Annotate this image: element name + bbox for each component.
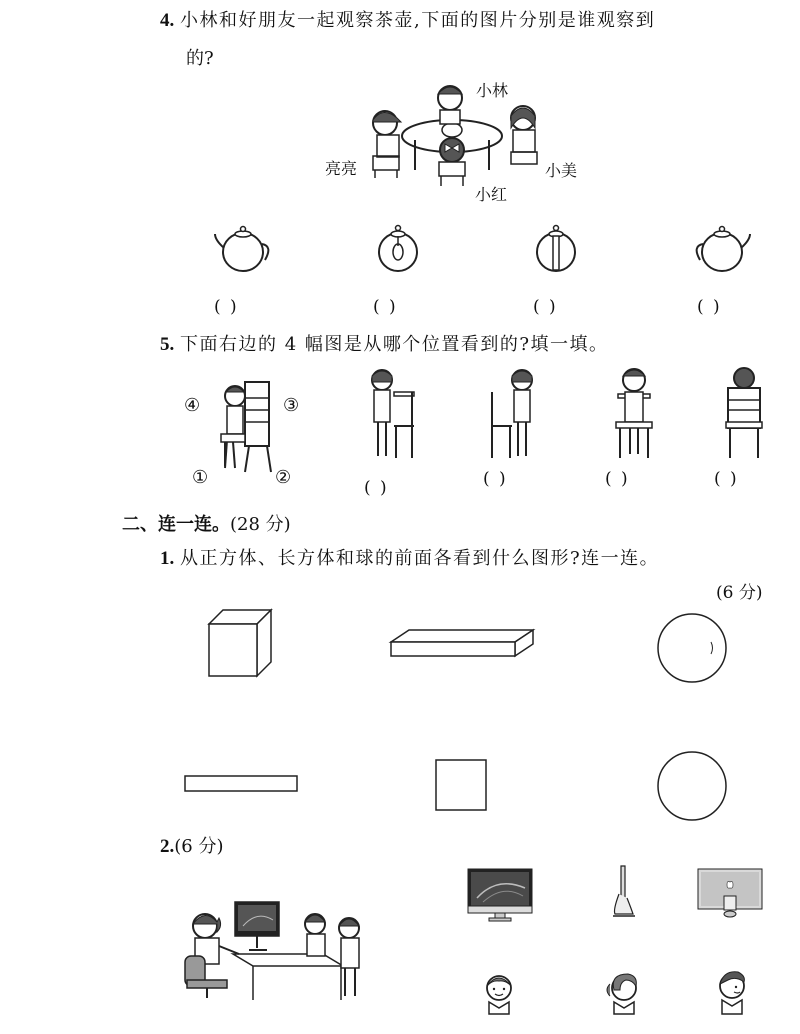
q5-blank-4[interactable]: ( ) [714, 469, 739, 489]
child-side-head-icon[interactable] [602, 968, 644, 1014]
q4-text-line2: 的? [186, 48, 214, 69]
position-1-marker: ① [192, 467, 209, 488]
s2q2-number: 2. [160, 836, 175, 857]
q4-blank-4[interactable]: ( ) [697, 297, 722, 317]
monitor-back-view-icon[interactable] [697, 868, 763, 922]
teapot-side-left-icon [213, 222, 275, 274]
section2-heading-line [122, 510, 291, 536]
long-rectangle-shape[interactable] [183, 774, 299, 794]
sphere-shape[interactable] [656, 612, 728, 684]
s2q2-line [160, 832, 223, 858]
q4-blank-1[interactable]: ( ) [214, 297, 239, 317]
s2q1-score: (6 分) [716, 583, 763, 603]
cube-shape[interactable] [207, 608, 273, 678]
q5-blank-2[interactable]: ( ) [483, 469, 508, 489]
computer-desk-scene [183, 896, 373, 1000]
q5-line [160, 330, 609, 356]
position-3-marker: ③ [283, 395, 300, 416]
chair-view-front-icon [612, 366, 656, 460]
chair-view-side-right-icon [486, 368, 542, 460]
s2q1-text: 从正方体、长方体和球的前面各看到什么图形?连一连。 [179, 548, 660, 569]
position-4-marker: ④ [184, 395, 201, 416]
teapot-side-right-icon [690, 222, 752, 274]
circle-shape[interactable] [656, 750, 728, 822]
q5-blank-3[interactable]: ( ) [605, 469, 630, 489]
q4-blank-2[interactable]: ( ) [373, 297, 398, 317]
s2q1-number: 1. [160, 548, 175, 569]
label-xiaohong: 小红 [475, 185, 508, 204]
s2q1-line [160, 544, 659, 570]
square-shape[interactable] [434, 758, 488, 812]
label-xiaolin: 小林 [476, 81, 509, 100]
chair-view-back-icon [724, 366, 764, 460]
child-boy-head-icon[interactable] [714, 968, 750, 1014]
section2-heading: 二、连一连。 [122, 514, 230, 535]
q5-blank-1[interactable]: ( ) [364, 478, 389, 498]
section2-score: (28 分) [230, 514, 291, 535]
cuboid-shape[interactable] [389, 628, 535, 658]
round-table-scene [355, 78, 545, 193]
chair-view-side-left-icon [364, 368, 420, 460]
position-2-marker: ② [275, 467, 292, 488]
teapot-back-handle-icon [534, 222, 578, 274]
label-xiaomei: 小美 [545, 161, 578, 180]
q4-blank-3[interactable]: ( ) [533, 297, 558, 317]
monitor-front-view-icon[interactable] [467, 868, 533, 922]
q5-number: 5. [160, 334, 175, 355]
monitor-side-view-icon[interactable] [607, 864, 637, 920]
q4-text-line1: 小林和好朋友一起观察茶壶,下面的图片分别是谁观察到 [179, 10, 656, 31]
s2q2-score: (6 分) [174, 836, 224, 857]
child-front-head-icon[interactable] [480, 970, 518, 1014]
q5-text: 下面右边的 4 幅图是从哪个位置看到的?填一填。 [179, 334, 609, 355]
q4-line1 [160, 6, 655, 32]
teapot-front-spout-icon [376, 222, 420, 274]
label-liangliang: 亮亮 [325, 159, 358, 178]
q4-number: 4. [160, 10, 175, 31]
child-on-chair-scene [205, 378, 285, 478]
